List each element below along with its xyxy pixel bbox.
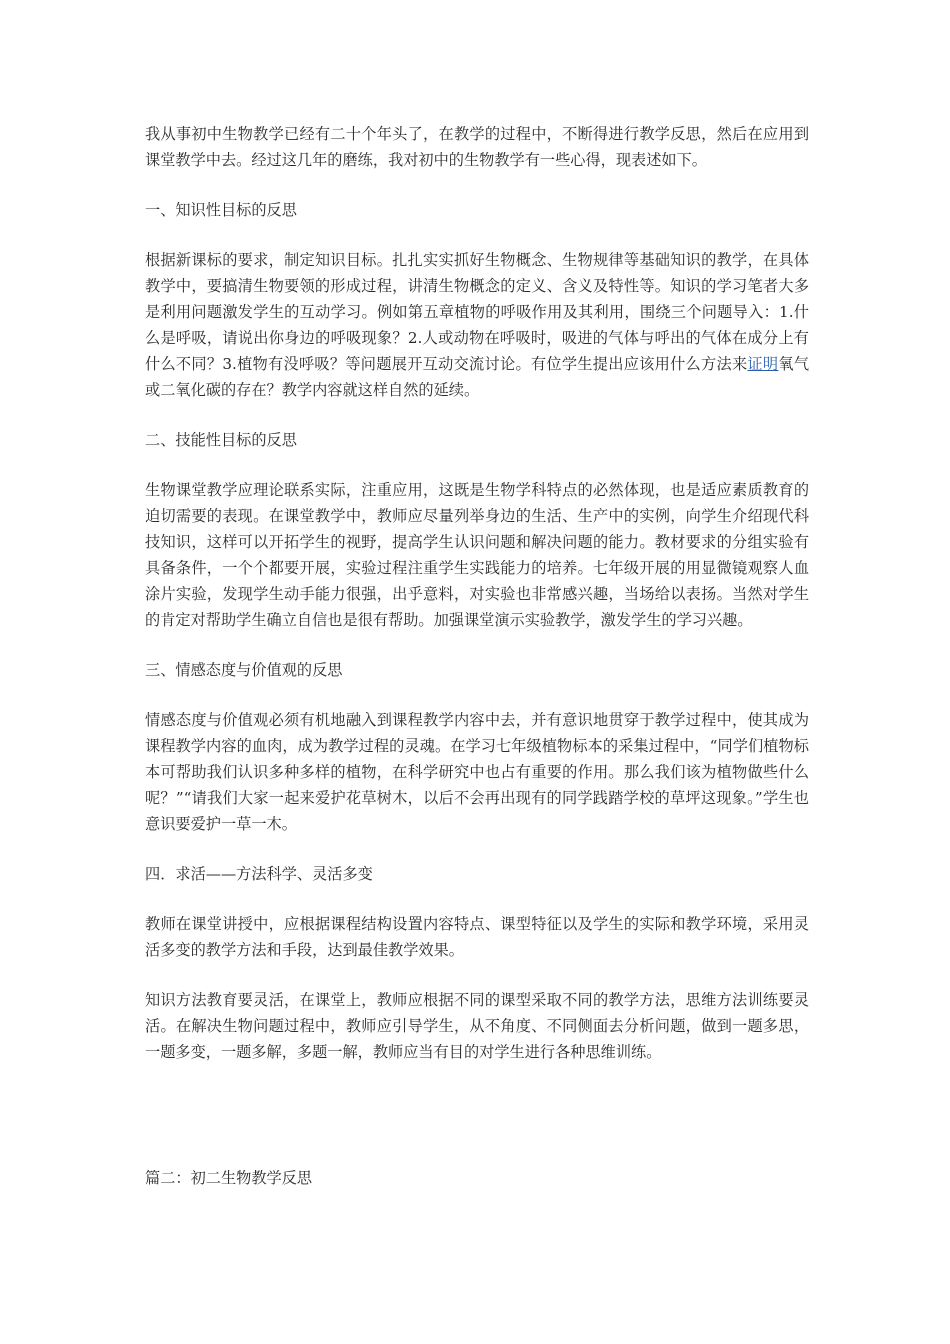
section4-paragraph-2: 知识方法教育要灵活，在课堂上，教师应根据不同的课型采取不同的教学方法，思维方法训练要灵活。在解决生物问题过程中，教师应引导学生，从不角度、不同侧面去分析问题，做到一题多思，一题多变，一题多解，多题一解，教师应当有目的对学生进行各种思维训练。 bbox=[145, 991, 809, 1061]
section4-heading: 四．求活——方法科学、灵活多变 bbox=[145, 865, 373, 883]
section2-paragraph: 生物课堂教学应理论联系实际，注重应用，这既是生物学科特点的必然体现，也是适应素质教育的迫切需要的表现。在课堂教学中，教师应尽量列举身边的生活、生产中的实例，向学生介绍现代科技知识，这样可以开拓学生的视野，提高学生认识问题和解决问题的能力。教材要求的分组实验有具备条件，一个个都要开展，实验过程注重学生实践能力的培养。七年级开展的用显微镜观察人血涂片实验，发现学生动手能力很强，出乎意料，对实验也非常感兴趣，当场给以表扬。当然对学生的肯定对帮助学生确立自信也是很有帮助。加强课堂演示实验教学，激发学生的学习兴趣。 bbox=[145, 481, 809, 629]
part2-title: 篇二：初二生物教学反思 bbox=[145, 1169, 313, 1187]
proof-link[interactable]: 证明 bbox=[747, 355, 779, 373]
section1-heading: 一、知识性目标的反思 bbox=[145, 201, 297, 219]
section1-paragraph bbox=[145, 247, 809, 403]
document-page bbox=[145, 121, 809, 1215]
section1-text-after-link: 氧气或二氧化碳的存在？教学内容就这样自然的延续。 bbox=[145, 355, 810, 399]
section3-paragraph: 情感态度与价值观必须有机地融入到课程教学内容中去，并有意识地贯穿于教学过程中，使其成为课程教学内容的血肉，成为教学过程的灵魂。在学习七年级植物标本的采集过程中，“同学们植物标本可帮助我们认识多种多样的植物，在科学研究中也占有重要的作用。那么我们该为植物做些什么呢？”“请我们大家一起来爱护花草树木，以后不会再出现有的同学践踏学校的草坪这现象。”学生也意识要爱护一草一木。 bbox=[145, 711, 809, 833]
section4-paragraph-1: 教师在课堂讲授中，应根据课程结构设置内容特点、课型特征以及学生的实际和教学环境，采用灵活多变的教学方法和手段，达到最佳教学效果。 bbox=[145, 915, 809, 959]
section1-text-before-link: 根据新课标的要求，制定知识目标。扎扎实实抓好生物概念、生物规律等基础知识的教学，在具体教学中，要搞清生物要领的形成过程，讲清生物概念的定义、含义及特性等。知识的学习笔者大多是利用问题激发学生的互动学习。例如第五章植物的呼吸作用及其利用，围绕三个问题导入：1.什么是呼吸，请说出你身边的呼吸现象？2.人或动物在呼吸时，吸进的气体与呼出的气体在成分上有什么不同？3.植物有没呼吸？等问题展开互动交流讨论。有位学生提出应该用什么方法来 bbox=[145, 251, 809, 373]
section3-heading: 三、情感态度与价值观的反思 bbox=[145, 661, 343, 679]
intro-paragraph: 我从事初中生物教学已经有二十个年头了，在教学的过程中，不断得进行教学反思，然后在应用到课堂教学中去。经过这几年的磨练，我对初中的生物教学有一些心得，现表述如下。 bbox=[145, 125, 809, 169]
section2-heading: 二、技能性目标的反思 bbox=[145, 431, 297, 449]
blank-space bbox=[145, 1089, 809, 1165]
